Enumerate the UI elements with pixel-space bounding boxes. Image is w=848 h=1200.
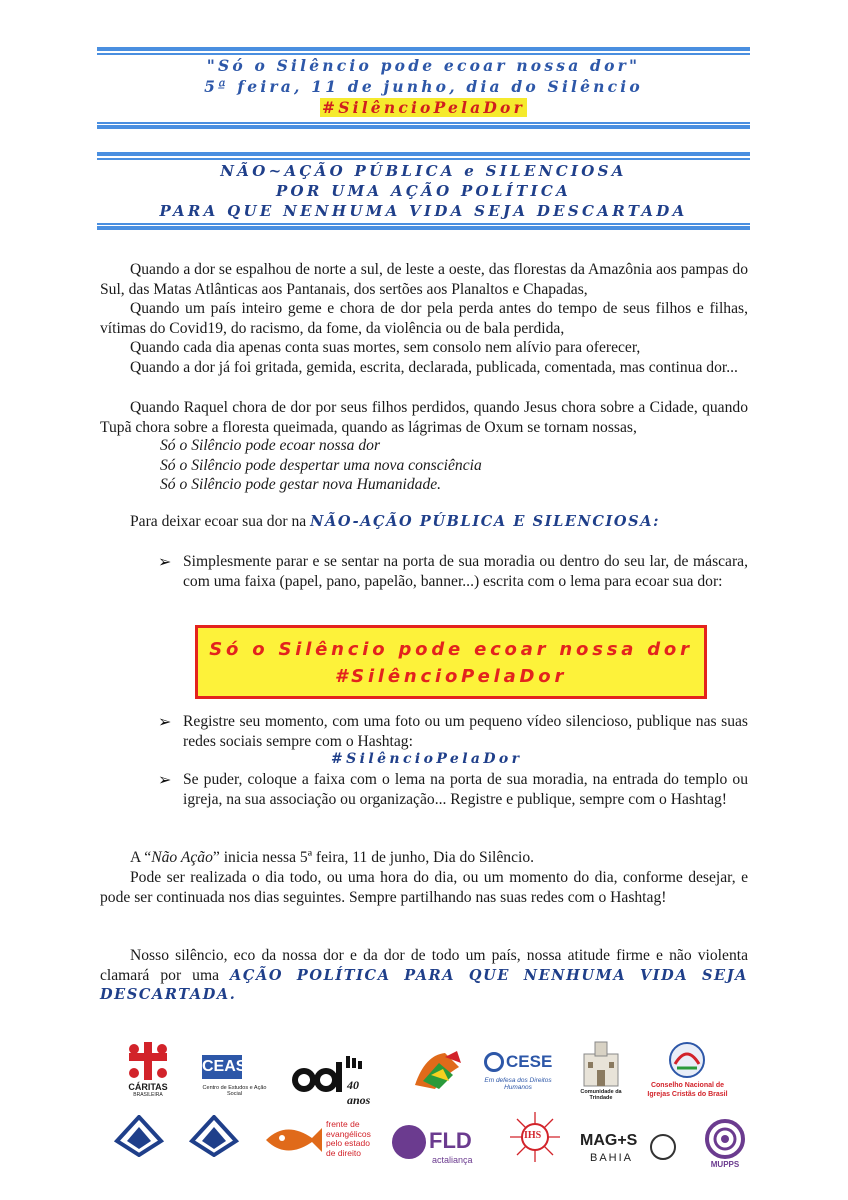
- caritas-logo: [120, 1040, 176, 1102]
- paragraph-1: Quando a dor se espalhou de norte a sul, de leste a oeste, das florestas da Amazônia aos pampas do Sul, das Matas Atlânticas aos Pantanais, dos sertões aos Planaltos e Chapadas,: [100, 261, 748, 298]
- ifes-logo-1: [113, 1115, 165, 1170]
- closing-1-a: A “: [130, 849, 152, 866]
- closing-3-emph: AÇÃO POLÍTICA PARA QUE NENHUMA VIDA SEJA DESCARTADA.: [100, 966, 748, 1004]
- trindade-label: Comunidade da Trindade: [580, 1089, 622, 1101]
- slogan-line-2: #SilêncioPelaDor: [334, 666, 568, 687]
- closing-paragraph-2: Pode ser realizada o dia todo, ou uma hora do dia, ou um momento do dia, conforme desejar, e pode ser continuada nos dias seguintes. Sempre partilhando nas suas redes com o Hashtag!: [100, 869, 748, 906]
- cebi-logo: [290, 1052, 385, 1107]
- conic-label-1: Conselho Nacional de: [650, 1082, 725, 1089]
- closing-line-1: [130, 849, 534, 867]
- header-hashtag-line: [97, 98, 750, 117]
- verse-2: Só o Silêncio pode despertar uma nova consciência: [160, 457, 482, 474]
- paragraph-4: Quando a dor já foi gritada, gemida, escrita, declarada, publicada, comentada, mas continua dor...: [130, 359, 738, 376]
- banner-top-rule: [97, 152, 750, 156]
- header-hashtag: #SilêncioPelaDor: [322, 98, 525, 117]
- banner-line-2: POR UMA AÇÃO POLÍTICA: [275, 182, 572, 200]
- fld-logo: [392, 1125, 482, 1175]
- conic-logo: [645, 1040, 730, 1105]
- caritas-sub: BRASILEIRA: [133, 1092, 163, 1098]
- bullet-2-text: Registre seu momento, com uma foto ou um pequeno vídeo silencioso, publique nas suas redes sociais sempre com o Hashtag:: [183, 713, 748, 750]
- ihs-logo: [500, 1110, 570, 1172]
- magis-sub: BAHIA: [590, 1152, 634, 1164]
- frente-line-3: pelo estado: [326, 1138, 370, 1148]
- banner-top-rule-thin: [97, 158, 750, 160]
- cebi-anos: 40 anos: [347, 1078, 371, 1107]
- cese-logo: [484, 1052, 552, 1102]
- fld-sub: actaliança: [432, 1155, 473, 1165]
- closing-1-c: ” inicia nessa 5ª feira, 11 de junho, Dia do Silêncio.: [212, 849, 535, 866]
- header-top-rule-thin: [97, 53, 750, 55]
- header-line-2: 5ª feira, 11 de junho, dia do Silêncio: [204, 77, 643, 96]
- bullet-2-hashtag: #SilêncioPelaDor: [331, 751, 523, 767]
- bullet-arrow-icon: ➢: [158, 714, 172, 731]
- invite-line: [130, 513, 660, 531]
- paragraph-3: Quando cada dia apenas conta suas mortes, sem consolo nem alívio para oferecer,: [130, 339, 641, 356]
- bullet-arrow-icon: ➢: [158, 554, 172, 571]
- verse-3: Só o Silêncio pode gestar nova Humanidade.: [160, 476, 442, 493]
- caritas-label: CÁRITAS: [128, 1082, 168, 1092]
- mupps-logo: [700, 1118, 750, 1173]
- slogan-line-1: Só o Silêncio pode ecoar nossa dor: [209, 639, 693, 660]
- bullet-3-text: Se puder, coloque a faixa com o lema na porta de sua moradia, na entrada do templo ou igreja, na sua associação ou organização... Registre e publique, sempre com o Hashtag!: [183, 771, 748, 808]
- ceas-logo: [197, 1055, 272, 1100]
- frente-line-1: frente de: [326, 1119, 360, 1129]
- trindade-logo: [576, 1040, 626, 1102]
- frente-line-4: de direito: [326, 1147, 361, 1158]
- frente-line-2: evangélicos: [326, 1128, 371, 1139]
- invite-emphasis: NÃO-AÇÃO PÚBLICA E SILENCIOSA:: [310, 513, 661, 530]
- banner-line-3: PARA QUE NENHUMA VIDA SEJA DESCARTADA: [159, 202, 688, 220]
- bullet-1-text: Simplesmente parar e se sentar na porta de sua moradia ou dentro do seu lar, de máscara, com uma faixa (papel, pano, papelão, banner...) escrita com o lema para ecoar sua dor:: [183, 553, 748, 590]
- magis-logo: [580, 1132, 680, 1172]
- conselho-logo: [405, 1045, 469, 1101]
- ifes-logo-2: [188, 1115, 240, 1170]
- conic-label-2: Igrejas Cristãs do Brasil: [647, 1091, 728, 1098]
- header-top-rule: [97, 47, 750, 51]
- bullet-arrow-icon: ➢: [158, 772, 172, 789]
- fld-label: FLD: [429, 1128, 472, 1153]
- header-line-1: "Só o Silêncio pode ecoar nossa dor": [206, 56, 641, 75]
- ihs-label: IHS: [524, 1130, 542, 1141]
- banner-line-1: NÃO~AÇÃO PÚBLICA e SILENCIOSA: [220, 162, 627, 180]
- cese-label: CESE: [506, 1052, 553, 1071]
- mupps-label: MUPPS: [710, 1160, 740, 1169]
- verse-1: Só o Silêncio pode ecoar nossa dor: [160, 437, 381, 454]
- paragraph-5: Quando Raquel chora de dor por seus filhos perdidos, quando Jesus chora sobre a Cidade, quando Tupã chora sobre a floresta queimada, quando as lágrimas de Oxum se tornam nossas,: [100, 399, 748, 436]
- banner-bottom-rule: [97, 226, 750, 230]
- paragraph-2: Quando um país inteiro geme e chora de dor pela perda antes do tempo de seus filhos e filhas, vítimas do Covid19, do racismo, da fome, da violência ou de bala perdida,: [100, 300, 748, 337]
- closing-3-a: Nosso silêncio, eco da nossa dor e da dor de todo um país, nossa atitude firme e não violenta clamará por uma: [100, 947, 748, 984]
- banner-bottom-rule-thin: [97, 223, 750, 225]
- cese-sub: Em defesa dos Direitos Humanos: [484, 1077, 552, 1091]
- closing-1-emph: Não Ação: [151, 849, 213, 866]
- header-bottom-rule: [97, 125, 750, 129]
- frente-text: [326, 1120, 371, 1158]
- ceas-sub: Centro de Estudos e Ação Social: [202, 1085, 267, 1097]
- frente-logo: [262, 1118, 382, 1160]
- header-bottom-rule-thin: [97, 122, 750, 124]
- slogan-box: [195, 625, 707, 699]
- closing-paragraph-3: [100, 946, 748, 1005]
- ceas-label: CEAS: [202, 1055, 242, 1079]
- magis-label: MAG+S: [580, 1132, 638, 1149]
- invite-prefix: Para deixar ecoar sua dor na: [130, 513, 311, 530]
